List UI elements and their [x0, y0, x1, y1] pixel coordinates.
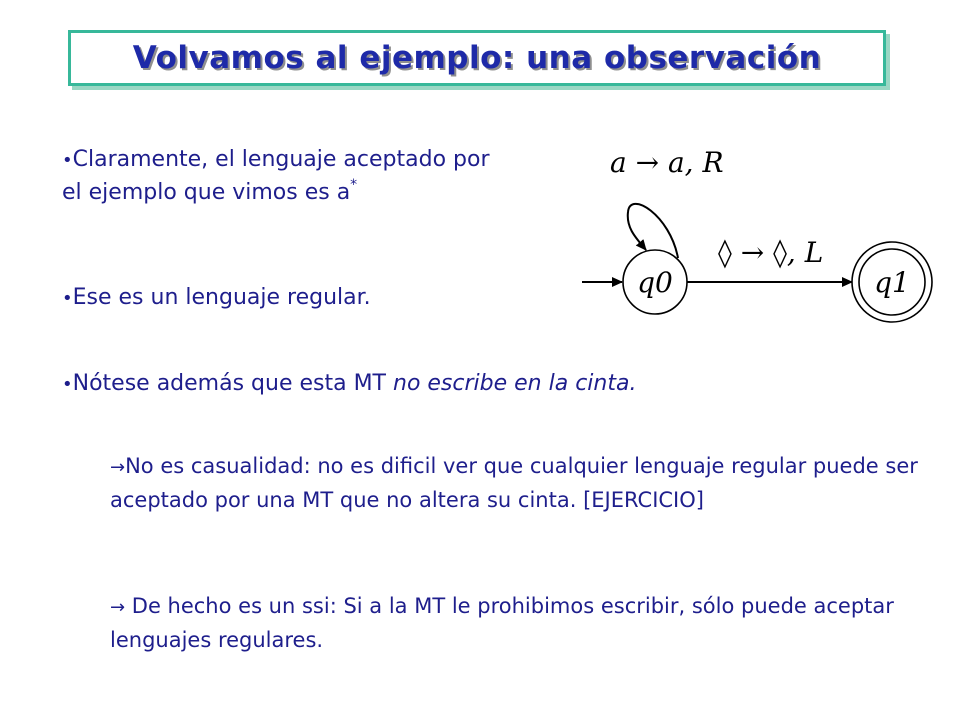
bullet-no-write-text: Nótese además que esta MT: [72, 371, 393, 396]
bullet-no-write-emphasis: no escribe en la cinta.: [393, 371, 637, 396]
subpoint-exercise: [110, 450, 920, 516]
arrow-icon: →: [110, 597, 126, 618]
bullet-regular: [62, 282, 371, 315]
arrow-icon: →: [110, 457, 126, 478]
kleene-star: *: [350, 177, 358, 193]
subpoint-exercise-text: No es casualidad: no es dificil ver que cualquier lenguaje regular puede ser aceptado por una MT que no altera su cinta. [EJERCICIO]: [110, 454, 918, 512]
subpoint-iff-text: De hecho es un ssi: Si a la MT le prohibimos escribir, sólo puede aceptar lenguajes regulares.: [110, 594, 894, 652]
bullet-dot: •: [62, 150, 73, 171]
bullet-no-write: [62, 368, 636, 401]
edge-label: ◊ → ◊, L: [718, 236, 824, 269]
title-box: [68, 30, 886, 86]
bullet-language-text: Claramente, el lenguaje aceptado por el ejemplo que vimos es a: [62, 147, 490, 205]
turing-machine-diagram: [570, 130, 940, 330]
state-q0-label: q0: [637, 266, 673, 299]
loop-label: a → a, R: [610, 146, 724, 179]
bullet-language: [62, 144, 502, 209]
subpoint-iff: [110, 590, 920, 656]
slide-title: Volvamos al ejemplo: una observación: [132, 40, 822, 76]
bullet-dot: •: [62, 374, 73, 395]
state-q1-label: q1: [874, 266, 910, 299]
bullet-dot: •: [62, 288, 73, 309]
bullet-regular-text: Ese es un lenguaje regular.: [72, 285, 371, 310]
